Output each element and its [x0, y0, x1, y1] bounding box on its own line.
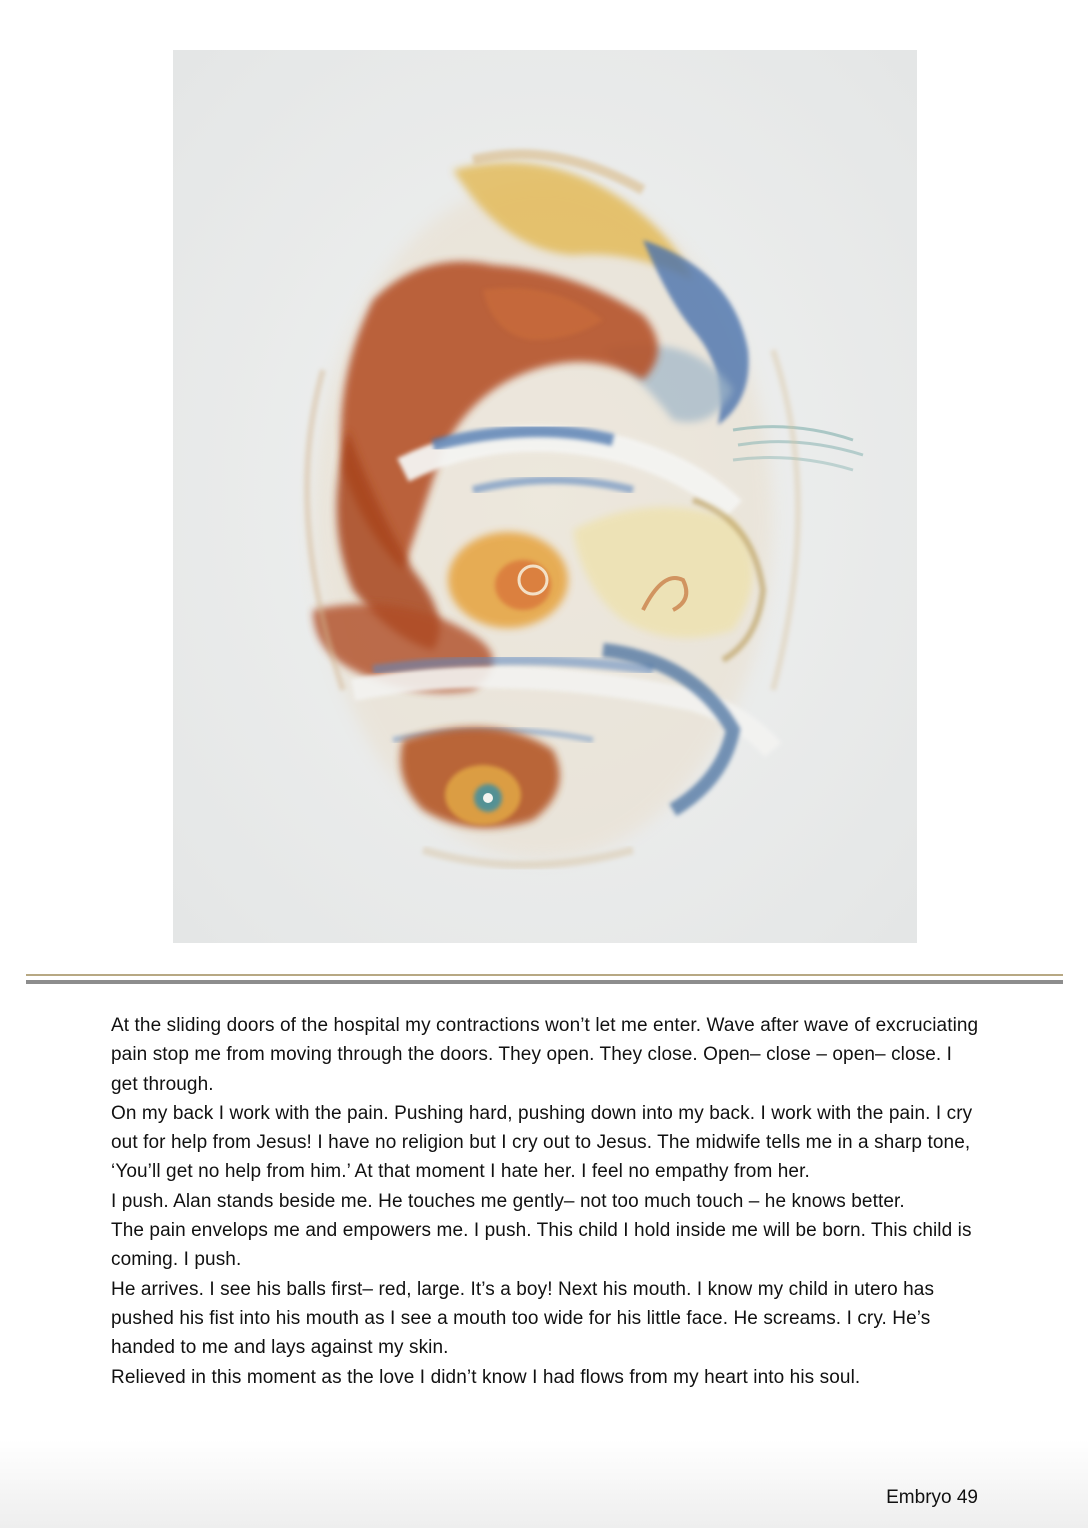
divider-gray — [26, 980, 1063, 984]
paragraph: On my back I work with the pain. Pushing hard, pushing down into my back. I work with the pain. I cry out for help from Jesus! I have no religion but I cry out to Jesus. The midwife tells me in a sharp tone, ‘You’ll get no help from him.’ At that moment I hate her. I feel no empathy from her. — [111, 1102, 973, 1183]
page-footer-label: Embryo 49 — [886, 1487, 978, 1508]
divider-gold — [26, 974, 1063, 976]
story-text — [111, 1011, 981, 1392]
paragraph: Relieved in this moment as the love I didn’t know I had flows from my heart into his soul. — [111, 1366, 861, 1388]
paragraph: The pain envelops me and empowers me. I push. This child I hold inside me will be born. This child is coming. I push. — [111, 1220, 972, 1271]
paragraph: I push. Alan stands beside me. He touches me gently– not too much touch – he knows better. — [111, 1190, 905, 1212]
paragraph: He arrives. I see his balls first– red, large. It’s a boy! Next his mouth. I know my child in utero has pushed his fist into his mouth as I see a mouth too wide for his little face. He screams. I cry. He’s handed to me and lays against my skin. — [111, 1278, 935, 1359]
paragraph: At the sliding doors of the hospital my contractions won’t let me enter. Wave after wave of excruciating pain stop me from moving through the doors. They open. They close. Open– close – open– close. I get through. — [111, 1015, 979, 1095]
watercolor-painting — [173, 50, 917, 943]
